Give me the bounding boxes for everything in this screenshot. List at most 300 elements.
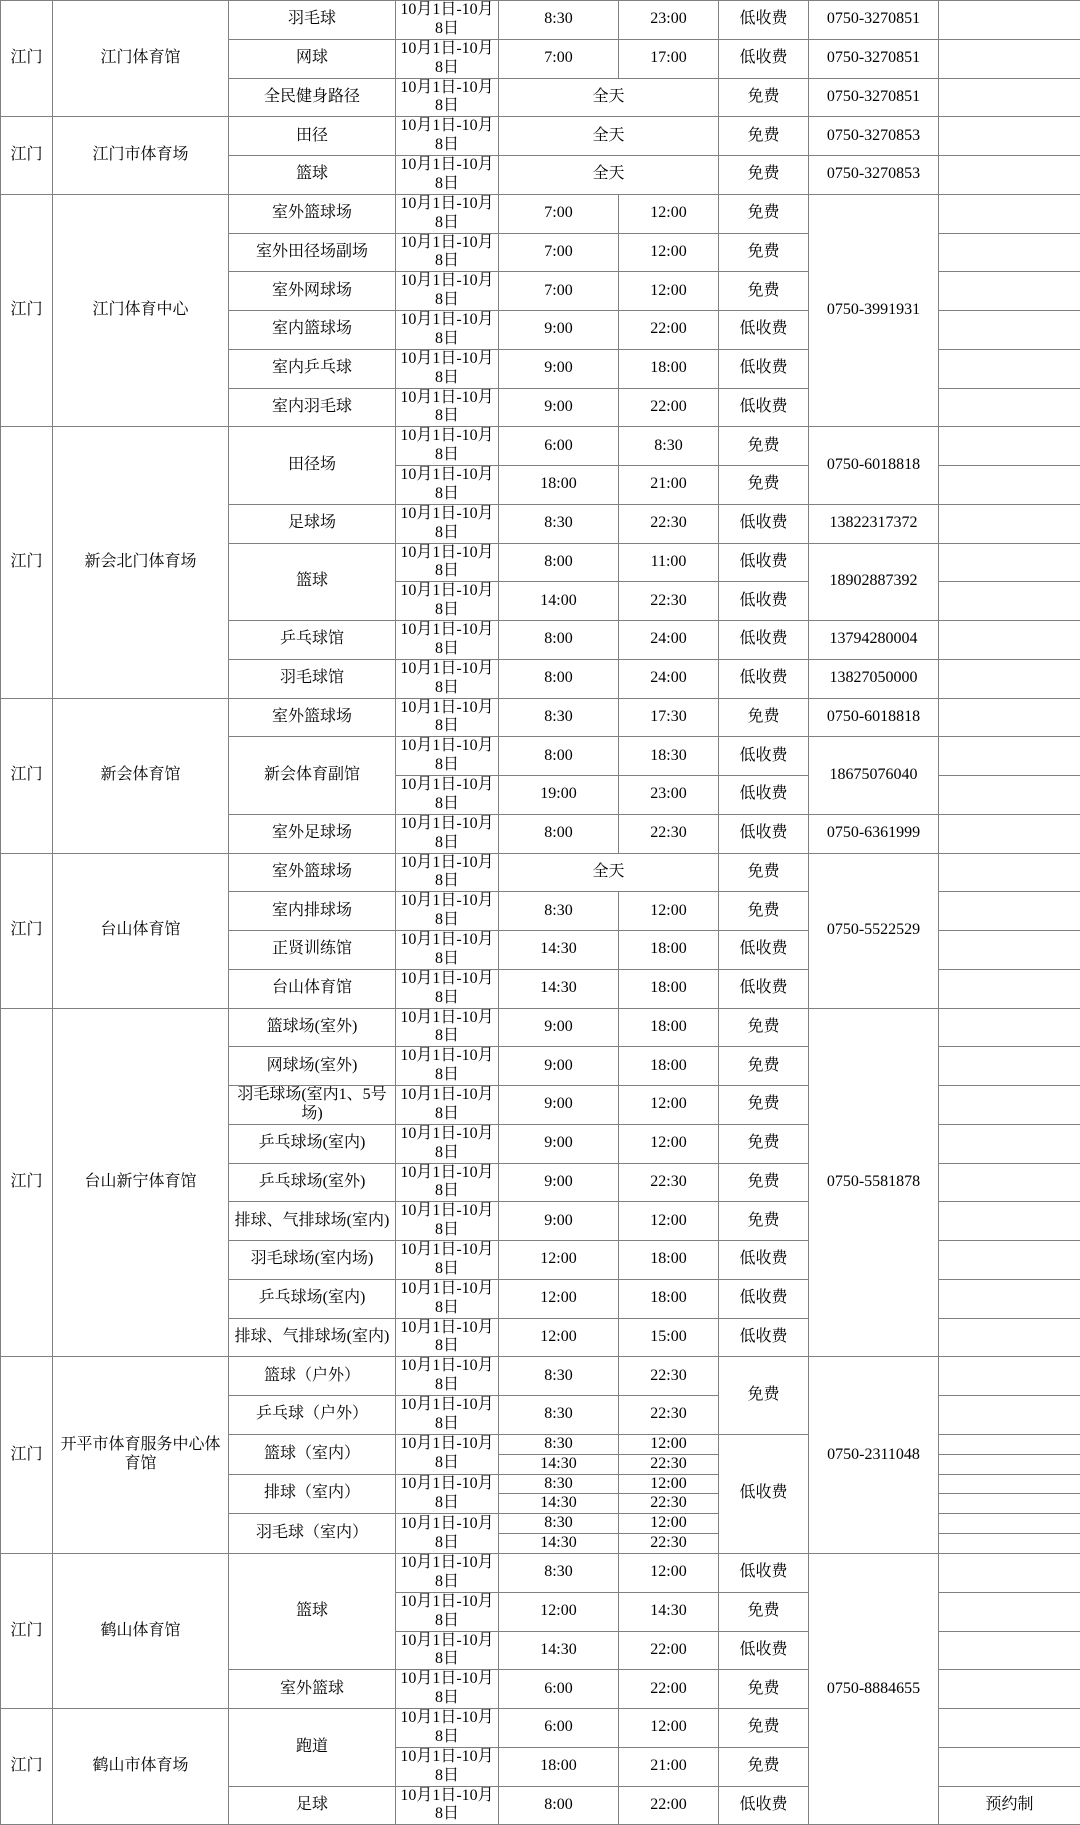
end-time-cell: 23:00 <box>619 776 719 815</box>
end-time-cell: 8:30 <box>619 427 719 466</box>
date-range-cell: 10月1日-10月8日 <box>396 1202 499 1241</box>
facility-cell: 羽毛球场(室内1、5号场) <box>229 1086 396 1125</box>
start-time-cell: 8:30 <box>499 892 619 931</box>
date-range-cell: 10月1日-10月8日 <box>396 737 499 776</box>
start-time-cell: 14:30 <box>499 931 619 970</box>
start-time-cell: 8:30 <box>499 1 619 40</box>
start-time-cell: 7:00 <box>499 272 619 311</box>
table-row <box>1 1 1080 40</box>
facility-cell: 正贤训练馆 <box>229 931 396 970</box>
note-cell <box>939 1008 1080 1047</box>
start-time-cell: 8:30 <box>499 1357 619 1396</box>
date-range-cell: 10月1日-10月8日 <box>396 1709 499 1748</box>
note-cell <box>939 1592 1080 1631</box>
end-time-cell: 23:00 <box>619 1 719 40</box>
date-range-cell: 10月1日-10月8日 <box>396 388 499 427</box>
note-cell <box>939 194 1080 233</box>
date-range-cell: 10月1日-10月8日 <box>396 543 499 582</box>
facility-cell: 排球、气排球场(室内) <box>229 1202 396 1241</box>
fee-cell: 低收费 <box>719 931 809 970</box>
date-range-cell: 10月1日-10月8日 <box>396 1396 499 1435</box>
table-row <box>1 117 1080 156</box>
facility-cell: 全民健身路径 <box>229 78 396 117</box>
venue-name-cell: 江门市体育场 <box>53 117 229 195</box>
fee-cell: 低收费 <box>719 659 809 698</box>
facility-cell: 羽毛球 <box>229 1 396 40</box>
start-time-cell: 8:00 <box>499 814 619 853</box>
facility-cell: 排球（室内） <box>229 1474 396 1514</box>
date-range-cell: 10月1日-10月8日 <box>396 931 499 970</box>
end-time-cell: 22:00 <box>619 311 719 350</box>
note-cell <box>939 349 1080 388</box>
note-cell <box>939 659 1080 698</box>
fee-cell: 免费 <box>719 233 809 272</box>
phone-cell: 0750-6018818 <box>809 698 939 737</box>
date-range-cell: 10月1日-10月8日 <box>396 1670 499 1709</box>
note-cell <box>939 1554 1080 1593</box>
facility-cell: 乒乓球场(室外) <box>229 1163 396 1202</box>
date-range-cell: 10月1日-10月8日 <box>396 1279 499 1318</box>
start-time-cell: 9:00 <box>499 1008 619 1047</box>
venue-name-cell: 新会北门体育场 <box>53 427 229 698</box>
end-time-cell: 14:30 <box>619 1592 719 1631</box>
start-time-cell: 14:30 <box>499 1631 619 1670</box>
note-cell <box>939 1318 1080 1357</box>
facility-cell: 室内篮球场 <box>229 311 396 350</box>
end-time-cell: 22:30 <box>619 1357 719 1396</box>
facility-cell: 室外篮球场 <box>229 194 396 233</box>
fee-cell: 低收费 <box>719 349 809 388</box>
phone-cell: 13822317372 <box>809 504 939 543</box>
end-time-cell: 12:00 <box>619 272 719 311</box>
phone-cell: 13827050000 <box>809 659 939 698</box>
date-range-cell: 10月1日-10月8日 <box>396 466 499 505</box>
end-time-cell: 12:00 <box>619 1202 719 1241</box>
date-range-cell: 10月1日-10月8日 <box>396 39 499 78</box>
fee-cell: 低收费 <box>719 1631 809 1670</box>
start-time-cell: 6:00 <box>499 1670 619 1709</box>
start-time-cell: 8:30 <box>499 1474 619 1494</box>
end-time-cell: 22:30 <box>619 1534 719 1554</box>
fee-cell: 低收费 <box>719 737 809 776</box>
all-day-cell: 全天 <box>499 853 719 892</box>
start-time-cell: 8:30 <box>499 1514 619 1534</box>
all-day-cell: 全天 <box>499 156 719 195</box>
date-range-cell: 10月1日-10月8日 <box>396 311 499 350</box>
region-cell: 江门 <box>1 117 53 195</box>
date-range-cell: 10月1日-10月8日 <box>396 1631 499 1670</box>
facility-cell: 室内乒乓球 <box>229 349 396 388</box>
region-cell: 江门 <box>1 427 53 698</box>
venue-name-cell: 开平市体育服务中心体育馆 <box>53 1357 229 1554</box>
start-time-cell: 8:00 <box>499 621 619 660</box>
end-time-cell: 22:30 <box>619 1163 719 1202</box>
end-time-cell: 18:00 <box>619 1047 719 1086</box>
phone-cell: 0750-3270853 <box>809 117 939 156</box>
venue-name-cell: 鹤山市体育场 <box>53 1709 229 1825</box>
date-range-cell: 10月1日-10月8日 <box>396 1241 499 1280</box>
start-time-cell: 12:00 <box>499 1592 619 1631</box>
note-cell <box>939 1 1080 40</box>
end-time-cell: 24:00 <box>619 659 719 698</box>
end-time-cell: 12:00 <box>619 1709 719 1748</box>
date-range-cell: 10月1日-10月8日 <box>396 194 499 233</box>
date-range-cell: 10月1日-10月8日 <box>396 659 499 698</box>
end-time-cell: 17:00 <box>619 39 719 78</box>
date-range-cell: 10月1日-10月8日 <box>396 853 499 892</box>
fee-cell: 低收费 <box>719 39 809 78</box>
fee-cell: 低收费 <box>719 388 809 427</box>
date-range-cell: 10月1日-10月8日 <box>396 427 499 466</box>
phone-cell: 0750-3270853 <box>809 156 939 195</box>
end-time-cell: 22:30 <box>619 1396 719 1435</box>
end-time-cell: 12:00 <box>619 194 719 233</box>
note-cell <box>939 814 1080 853</box>
fee-cell: 低收费 <box>719 582 809 621</box>
region-cell: 江门 <box>1 1709 53 1825</box>
venue-name-cell: 台山体育馆 <box>53 853 229 1008</box>
date-range-cell: 10月1日-10月8日 <box>396 621 499 660</box>
note-cell <box>939 1747 1080 1786</box>
start-time-cell: 8:30 <box>499 1434 619 1454</box>
note-cell <box>939 1086 1080 1125</box>
fee-cell: 低收费 <box>719 1 809 40</box>
table-row <box>1 1357 1080 1396</box>
note-cell <box>939 892 1080 931</box>
fee-cell: 免费 <box>719 194 809 233</box>
start-time-cell: 14:30 <box>499 1494 619 1514</box>
region-cell: 江门 <box>1 194 53 427</box>
start-time-cell: 8:30 <box>499 1396 619 1435</box>
venue-name-cell: 鹤山体育馆 <box>53 1554 229 1709</box>
table-row <box>1 853 1080 892</box>
fee-cell: 低收费 <box>719 504 809 543</box>
start-time-cell: 12:00 <box>499 1279 619 1318</box>
start-time-cell: 9:00 <box>499 311 619 350</box>
region-cell: 江门 <box>1 853 53 1008</box>
fee-cell: 免费 <box>719 892 809 931</box>
date-range-cell: 10月1日-10月8日 <box>396 582 499 621</box>
start-time-cell: 14:30 <box>499 1534 619 1554</box>
end-time-cell: 18:00 <box>619 1241 719 1280</box>
end-time-cell: 22:30 <box>619 1454 719 1474</box>
note-cell: 预约制 <box>939 1786 1080 1825</box>
date-range-cell: 10月1日-10月8日 <box>396 1514 499 1554</box>
date-range-cell: 10月1日-10月8日 <box>396 1047 499 1086</box>
facility-cell: 台山体育馆 <box>229 969 396 1008</box>
table-row <box>1 427 1080 466</box>
start-time-cell: 7:00 <box>499 233 619 272</box>
note-cell <box>939 621 1080 660</box>
table-row <box>1 698 1080 737</box>
note-cell <box>939 1494 1080 1514</box>
start-time-cell: 8:00 <box>499 659 619 698</box>
region-cell: 江门 <box>1 1554 53 1709</box>
region-cell: 江门 <box>1 1357 53 1554</box>
region-cell: 江门 <box>1 1008 53 1357</box>
fee-cell: 免费 <box>719 466 809 505</box>
end-time-cell: 21:00 <box>619 1747 719 1786</box>
end-time-cell: 18:00 <box>619 969 719 1008</box>
date-range-cell: 10月1日-10月8日 <box>396 1554 499 1593</box>
start-time-cell: 9:00 <box>499 388 619 427</box>
end-time-cell: 18:00 <box>619 1008 719 1047</box>
facility-cell: 乒乓球场(室内) <box>229 1124 396 1163</box>
end-time-cell: 12:00 <box>619 1514 719 1534</box>
phone-cell: 0750-6018818 <box>809 427 939 505</box>
end-time-cell: 11:00 <box>619 543 719 582</box>
facility-cell: 田径 <box>229 117 396 156</box>
note-cell <box>939 1124 1080 1163</box>
note-cell <box>939 737 1080 776</box>
start-time-cell: 18:00 <box>499 466 619 505</box>
start-time-cell: 9:00 <box>499 1086 619 1125</box>
start-time-cell: 9:00 <box>499 1124 619 1163</box>
fee-cell: 免费 <box>719 78 809 117</box>
note-cell <box>939 1163 1080 1202</box>
start-time-cell: 8:00 <box>499 1786 619 1825</box>
fee-cell: 低收费 <box>719 1434 809 1553</box>
date-range-cell: 10月1日-10月8日 <box>396 1008 499 1047</box>
facility-cell: 室外篮球场 <box>229 853 396 892</box>
fee-cell: 低收费 <box>719 543 809 582</box>
end-time-cell: 18:30 <box>619 737 719 776</box>
note-cell <box>939 39 1080 78</box>
region-cell: 江门 <box>1 698 53 853</box>
venue-name-cell: 台山新宁体育馆 <box>53 1008 229 1357</box>
start-time-cell: 6:00 <box>499 427 619 466</box>
fee-cell: 免费 <box>719 1124 809 1163</box>
note-cell <box>939 388 1080 427</box>
note-cell <box>939 427 1080 466</box>
start-time-cell: 8:30 <box>499 1554 619 1593</box>
note-cell <box>939 1474 1080 1494</box>
fee-cell: 免费 <box>719 1709 809 1748</box>
note-cell <box>939 233 1080 272</box>
facility-cell: 室外田径场副场 <box>229 233 396 272</box>
facility-cell: 室外网球场 <box>229 272 396 311</box>
fee-cell: 免费 <box>719 1747 809 1786</box>
phone-cell: 0750-8884655 <box>809 1554 939 1825</box>
facility-cell: 室外篮球 <box>229 1670 396 1709</box>
date-range-cell: 10月1日-10月8日 <box>396 1086 499 1125</box>
fee-cell: 低收费 <box>719 1241 809 1280</box>
phone-cell: 18902887392 <box>809 543 939 621</box>
table-row <box>1 1008 1080 1047</box>
facility-cell: 羽毛球（室内） <box>229 1514 396 1554</box>
fee-cell: 免费 <box>719 1163 809 1202</box>
fee-cell: 低收费 <box>719 776 809 815</box>
note-cell <box>939 466 1080 505</box>
date-range-cell: 10月1日-10月8日 <box>396 1474 499 1514</box>
note-cell <box>939 504 1080 543</box>
facility-cell: 羽毛球场(室内场) <box>229 1241 396 1280</box>
note-cell <box>939 853 1080 892</box>
fee-cell: 低收费 <box>719 1554 809 1593</box>
phone-cell: 0750-5522529 <box>809 853 939 1008</box>
start-time-cell: 9:00 <box>499 1047 619 1086</box>
date-range-cell: 10月1日-10月8日 <box>396 156 499 195</box>
facility-cell: 室内羽毛球 <box>229 388 396 427</box>
fee-cell: 免费 <box>719 1202 809 1241</box>
fee-cell: 免费 <box>719 272 809 311</box>
date-range-cell: 10月1日-10月8日 <box>396 1318 499 1357</box>
note-cell <box>939 1047 1080 1086</box>
note-cell <box>939 969 1080 1008</box>
end-time-cell: 22:30 <box>619 582 719 621</box>
end-time-cell: 18:00 <box>619 1279 719 1318</box>
note-cell <box>939 156 1080 195</box>
venue-name-cell: 新会体育馆 <box>53 698 229 853</box>
facility-cell: 新会体育副馆 <box>229 737 396 815</box>
note-cell <box>939 1279 1080 1318</box>
start-time-cell: 14:30 <box>499 969 619 1008</box>
region-cell: 江门 <box>1 1 53 117</box>
end-time-cell: 22:00 <box>619 388 719 427</box>
end-time-cell: 12:00 <box>619 1086 719 1125</box>
phone-cell: 18675076040 <box>809 737 939 815</box>
end-time-cell: 21:00 <box>619 466 719 505</box>
fee-cell: 免费 <box>719 427 809 466</box>
note-cell <box>939 931 1080 970</box>
all-day-cell: 全天 <box>499 78 719 117</box>
start-time-cell: 12:00 <box>499 1318 619 1357</box>
fee-cell: 免费 <box>719 1670 809 1709</box>
facility-cell: 篮球（户外） <box>229 1357 396 1396</box>
note-cell <box>939 1670 1080 1709</box>
start-time-cell: 8:30 <box>499 504 619 543</box>
date-range-cell: 10月1日-10月8日 <box>396 1 499 40</box>
fee-cell: 免费 <box>719 853 809 892</box>
date-range-cell: 10月1日-10月8日 <box>396 1163 499 1202</box>
fee-cell: 低收费 <box>719 814 809 853</box>
facility-cell: 篮球 <box>229 543 396 621</box>
fee-cell: 低收费 <box>719 311 809 350</box>
end-time-cell: 18:00 <box>619 931 719 970</box>
note-cell <box>939 1202 1080 1241</box>
end-time-cell: 12:00 <box>619 1434 719 1454</box>
note-cell <box>939 543 1080 582</box>
fee-cell: 免费 <box>719 1047 809 1086</box>
fee-cell: 低收费 <box>719 969 809 1008</box>
note-cell <box>939 117 1080 156</box>
note-cell <box>939 776 1080 815</box>
start-time-cell: 7:00 <box>499 194 619 233</box>
facility-cell: 篮球 <box>229 1554 396 1670</box>
start-time-cell: 9:00 <box>499 1202 619 1241</box>
fee-cell: 免费 <box>719 1357 809 1435</box>
end-time-cell: 18:00 <box>619 349 719 388</box>
end-time-cell: 12:00 <box>619 892 719 931</box>
facility-cell: 网球 <box>229 39 396 78</box>
note-cell <box>939 78 1080 117</box>
note-cell <box>939 1434 1080 1454</box>
fee-cell: 低收费 <box>719 1318 809 1357</box>
phone-cell: 0750-3270851 <box>809 39 939 78</box>
date-range-cell: 10月1日-10月8日 <box>396 349 499 388</box>
venue-name-cell: 江门体育馆 <box>53 1 229 117</box>
phone-cell: 0750-3991931 <box>809 194 939 427</box>
date-range-cell: 10月1日-10月8日 <box>396 272 499 311</box>
date-range-cell: 10月1日-10月8日 <box>396 969 499 1008</box>
start-time-cell: 8:30 <box>499 698 619 737</box>
facility-cell: 乒乓球场(室内) <box>229 1279 396 1318</box>
date-range-cell: 10月1日-10月8日 <box>396 1124 499 1163</box>
end-time-cell: 22:30 <box>619 814 719 853</box>
fee-cell: 免费 <box>719 1008 809 1047</box>
note-cell <box>939 582 1080 621</box>
fee-cell: 免费 <box>719 156 809 195</box>
date-range-cell: 10月1日-10月8日 <box>396 776 499 815</box>
note-cell <box>939 1534 1080 1554</box>
facility-cell: 篮球 <box>229 156 396 195</box>
date-range-cell: 10月1日-10月8日 <box>396 1592 499 1631</box>
date-range-cell: 10月1日-10月8日 <box>396 1357 499 1396</box>
date-range-cell: 10月1日-10月8日 <box>396 1747 499 1786</box>
date-range-cell: 10月1日-10月8日 <box>396 1434 499 1474</box>
fee-cell: 低收费 <box>719 1279 809 1318</box>
start-time-cell: 8:00 <box>499 737 619 776</box>
date-range-cell: 10月1日-10月8日 <box>396 814 499 853</box>
phone-cell: 0750-6361999 <box>809 814 939 853</box>
note-cell <box>939 272 1080 311</box>
end-time-cell: 22:00 <box>619 1786 719 1825</box>
start-time-cell: 8:00 <box>499 543 619 582</box>
start-time-cell: 7:00 <box>499 39 619 78</box>
facility-cell: 足球 <box>229 1786 396 1825</box>
start-time-cell: 14:00 <box>499 582 619 621</box>
phone-cell: 0750-3270851 <box>809 78 939 117</box>
phone-cell: 0750-2311048 <box>809 1357 939 1554</box>
end-time-cell: 22:00 <box>619 1670 719 1709</box>
date-range-cell: 10月1日-10月8日 <box>396 698 499 737</box>
facility-cell: 羽毛球馆 <box>229 659 396 698</box>
end-time-cell: 12:00 <box>619 233 719 272</box>
fee-cell: 免费 <box>719 1086 809 1125</box>
fee-cell: 免费 <box>719 698 809 737</box>
fee-cell: 免费 <box>719 1592 809 1631</box>
start-time-cell: 18:00 <box>499 1747 619 1786</box>
date-range-cell: 10月1日-10月8日 <box>396 117 499 156</box>
facility-cell: 乒乓球（户外） <box>229 1396 396 1435</box>
note-cell <box>939 311 1080 350</box>
date-range-cell: 10月1日-10月8日 <box>396 892 499 931</box>
phone-cell: 0750-3270851 <box>809 1 939 40</box>
note-cell <box>939 1357 1080 1396</box>
facility-cell: 篮球（室内） <box>229 1434 396 1474</box>
facility-cell: 跑道 <box>229 1709 396 1787</box>
phone-cell: 0750-5581878 <box>809 1008 939 1357</box>
end-time-cell: 22:30 <box>619 1494 719 1514</box>
end-time-cell: 17:30 <box>619 698 719 737</box>
venue-name-cell: 江门体育中心 <box>53 194 229 427</box>
fee-cell: 低收费 <box>719 621 809 660</box>
end-time-cell: 15:00 <box>619 1318 719 1357</box>
date-range-cell: 10月1日-10月8日 <box>396 78 499 117</box>
end-time-cell: 22:00 <box>619 1631 719 1670</box>
facility-cell: 室外足球场 <box>229 814 396 853</box>
note-cell <box>939 1514 1080 1534</box>
facility-cell: 网球场(室外) <box>229 1047 396 1086</box>
start-time-cell: 14:30 <box>499 1454 619 1474</box>
fee-cell: 低收费 <box>719 1786 809 1825</box>
facility-cell: 室内排球场 <box>229 892 396 931</box>
end-time-cell: 12:00 <box>619 1474 719 1494</box>
start-time-cell: 12:00 <box>499 1241 619 1280</box>
all-day-cell: 全天 <box>499 117 719 156</box>
note-cell <box>939 698 1080 737</box>
table-row <box>1 194 1080 233</box>
